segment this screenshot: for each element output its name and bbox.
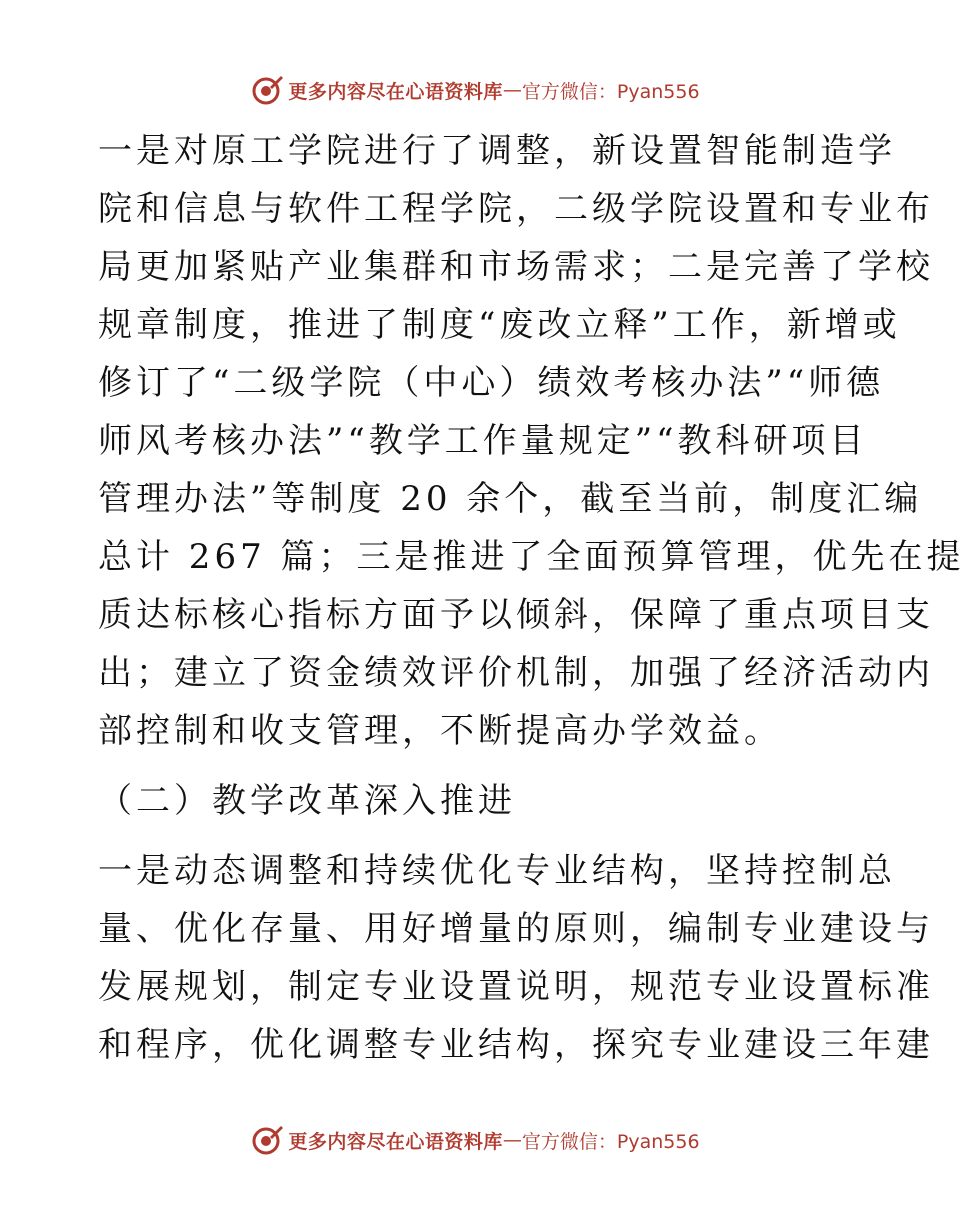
- text-line: 质达标核心指标方面予以倾斜，保障了重点项目支: [98, 595, 934, 635]
- banner-dash: —: [502, 79, 522, 101]
- brush-logo-icon: [250, 73, 284, 107]
- text-line: 局更加紧贴产业集群和市场需求；二是完善了学校: [98, 247, 934, 287]
- document-body: [98, 122, 965, 1074]
- footer-watermark-banner: [0, 1120, 950, 1160]
- text-line: 院和信息与软件工程学院，二级学院设置和专业布: [98, 189, 934, 229]
- section-heading: （二）教学改革深入推进: [98, 781, 516, 821]
- banner-title: 更多内容尽在心语资料库: [288, 1130, 503, 1153]
- text-line: 修订了“二级学院（中心）绩效考核办法”“师德: [98, 363, 885, 403]
- text-line: 管理办法”等制度 20 余个，截至当前，制度汇编: [98, 479, 923, 519]
- text-line: 出；建立了资金绩效评价机制，加强了经济活动内: [98, 653, 934, 693]
- text-line: 规章制度，推进了制度“废改立释”工作，新增或: [98, 305, 901, 345]
- text-line: 总计 267 篇；三是推进了全面预算管理，优先在提: [98, 537, 965, 577]
- text-line: 师风考核办法”“教学工作量规定”“教科研项目: [98, 421, 868, 461]
- text-line: 和程序，优化调整专业结构，探究专业建设三年建: [98, 1025, 934, 1065]
- banner-contact: 官方微信：Pyan556: [521, 80, 700, 103]
- brush-logo-icon: [250, 1123, 284, 1157]
- paragraph-2: [98, 842, 934, 1074]
- banner-dash: —: [502, 1129, 522, 1151]
- banner-title: 更多内容尽在心语资料库: [288, 80, 503, 103]
- header-watermark-banner: [0, 70, 950, 110]
- paragraph-1: [98, 122, 965, 760]
- text-line: 部控制和收支管理，不断提高办学效益。: [98, 711, 782, 751]
- text-line: 一是动态调整和持续优化专业结构，坚持控制总: [98, 851, 896, 891]
- text-line: 发展规划，制定专业设置说明，规范专业设置标准: [98, 967, 934, 1007]
- text-line: 一是对原工学院进行了调整，新设置智能制造学: [98, 131, 896, 171]
- text-line: 量、优化存量、用好增量的原则，编制专业建设与: [98, 909, 934, 949]
- banner-contact: 官方微信：Pyan556: [521, 1130, 700, 1153]
